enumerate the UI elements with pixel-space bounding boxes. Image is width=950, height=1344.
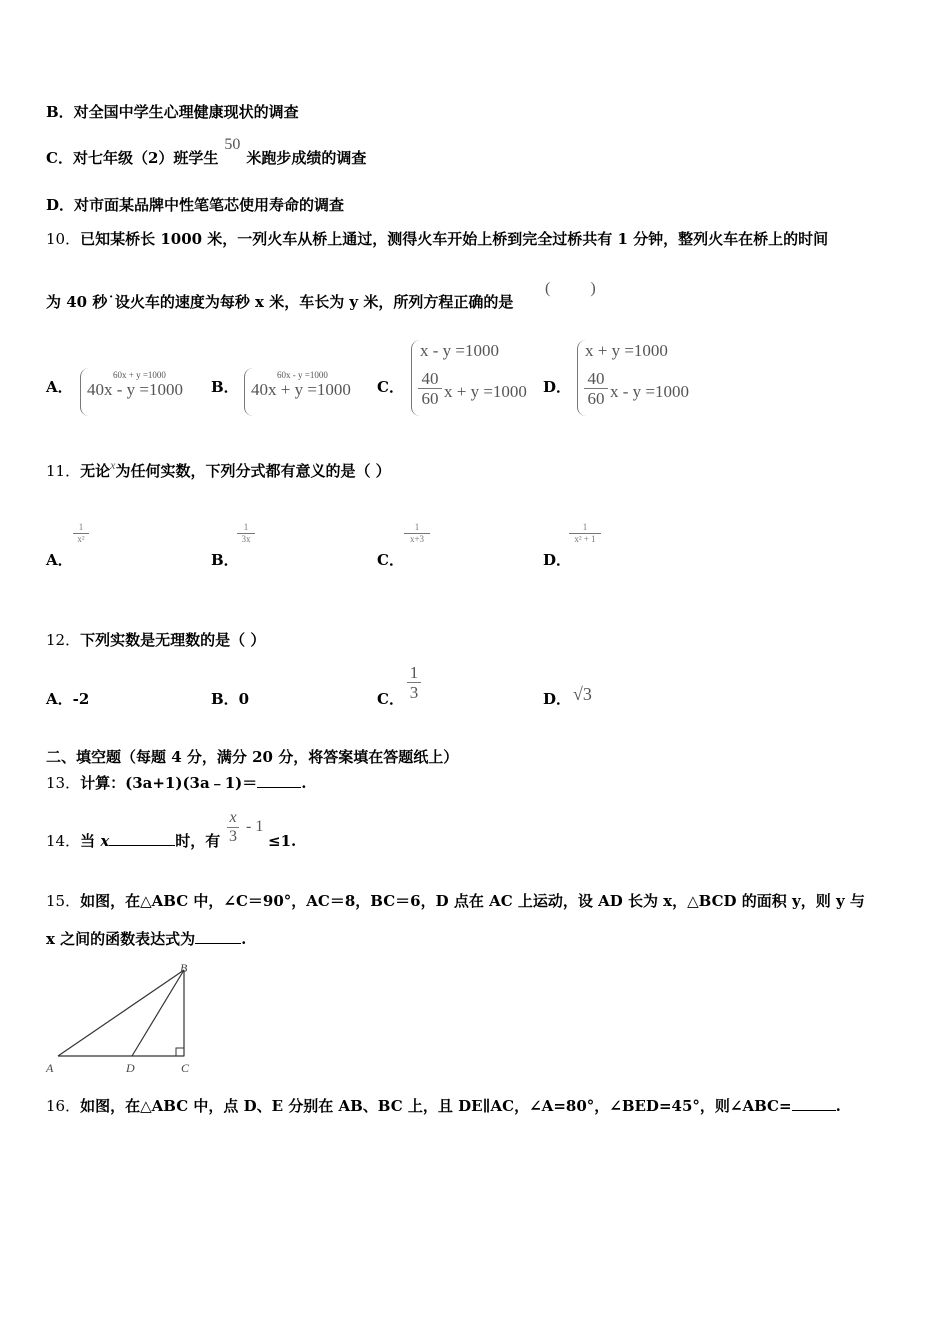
- q10-line2: 为 40 秒˙设火车的速度为每秒 x 米，车长为 y 米，所列方程正确的是: [46, 293, 514, 311]
- q10-text-line1: 已知某桥长 1000 米，一列火车从桥上通过，测得火车开始上桥到完全过桥共有 1 分钟，整列火车在桥上的时间: [80, 230, 829, 248]
- q10-option-c-eq2: x + y =1000: [444, 382, 527, 401]
- q9-option-c: [46, 136, 367, 169]
- segment-ab: [58, 970, 184, 1056]
- q10-option-a-label: A．: [46, 378, 73, 396]
- q14-fraction: [227, 810, 239, 845]
- q15-text-line2: x 之间的函数表达式为: [46, 930, 196, 948]
- q10-option-a-eq1: 60x + y =1000: [113, 370, 166, 380]
- q11-line: [46, 458, 391, 482]
- q15-triangle-figure: [40, 958, 200, 1078]
- q10-option-c-fraction: [418, 370, 442, 407]
- q10-option-c-label: C．: [377, 378, 404, 396]
- q15-line2: [46, 929, 246, 949]
- q12-option-c-numerator: 1: [409, 663, 419, 682]
- q14-line: [46, 831, 220, 851]
- q11-option-b-numerator: 1: [243, 522, 249, 532]
- q10-option-d-fraction-numerator: 40: [587, 369, 605, 388]
- q10-option-c-fraction-numerator: 40: [421, 369, 439, 388]
- label-c: C: [181, 1061, 190, 1075]
- q16-line: [46, 1096, 841, 1116]
- q9-option-c-number: 50: [224, 136, 241, 153]
- q11-option-a-numerator: 1: [78, 522, 84, 532]
- label-a: A: [46, 1061, 54, 1075]
- q12-option-b: B．0: [211, 690, 250, 708]
- q9-option-c-post: 米跑步成绩的调查: [246, 149, 367, 167]
- q15-answer-blank[interactable]: [195, 929, 241, 944]
- q11-option-d-numerator: 1: [582, 522, 588, 532]
- q10-answer-paren: ( ): [545, 280, 596, 297]
- q10-option-a-eq2: 40x - y =1000: [87, 380, 183, 399]
- q13-answer-blank[interactable]: [257, 773, 301, 788]
- q14-minus-one: - 1: [246, 818, 264, 835]
- q10-option-d-fraction-denominator: 60: [587, 389, 605, 408]
- q11-option-b-fraction: [237, 523, 255, 544]
- right-angle-marker: [176, 1048, 184, 1056]
- q14-fraction-denominator: 3: [229, 828, 237, 845]
- q14-variable: x: [100, 832, 110, 850]
- q10-number: 10．: [46, 230, 81, 248]
- q11-option-c-label: C．: [377, 551, 404, 569]
- q10-option-b-label: B．: [211, 378, 239, 396]
- q12-number: 12．: [46, 631, 81, 649]
- q9-option-d: D．对市面某品牌中性笔笔芯使用寿命的调查: [46, 196, 345, 214]
- q14-number: 14．: [46, 832, 81, 850]
- q16-end: .: [835, 1097, 841, 1115]
- q11-option-c-denominator: x+3: [409, 534, 425, 544]
- q14-answer-blank[interactable]: [109, 831, 175, 846]
- q10-line1: [46, 229, 828, 249]
- q16-number: 16．: [46, 1097, 81, 1115]
- q10-option-d-eq1: x + y =1000: [585, 341, 668, 360]
- q14-fraction-numerator: x: [229, 809, 237, 826]
- q15-line1: [46, 891, 865, 911]
- q11-variable: x: [110, 458, 116, 472]
- section-2-heading: 二、填空题（每题 4 分，满分 20 分，将答案填在答题纸上）: [46, 748, 459, 766]
- q15-end: .: [241, 930, 247, 948]
- q12-option-c-label: C．: [377, 690, 404, 708]
- segment-bd: [132, 970, 184, 1056]
- q13-end: .: [301, 774, 307, 792]
- q10-option-c-fraction-denominator: 60: [421, 389, 439, 408]
- q11-option-b-label: B．: [211, 551, 239, 569]
- q9-option-c-pre: C．对七年级（2）班学生: [46, 149, 219, 167]
- q12-option-a: A．-2: [46, 690, 90, 708]
- q10-option-b-eq1: 60x - y =1000: [277, 370, 328, 380]
- q11-number: 11．: [46, 462, 81, 480]
- q11-option-d-fraction: [569, 523, 601, 544]
- q11-option-c-fraction: [404, 523, 430, 544]
- q10-option-d-fraction: [584, 370, 608, 407]
- q15-text-line1: 如图，在△ABC 中，∠C＝90°，AC＝8，BC＝6，D 点在 AC 上运动，设 AD 长为 x，△BCD 的面积 y，则 y 与: [80, 892, 865, 910]
- q10-option-d-label: D．: [543, 378, 572, 396]
- q13-text: 计算：(3a+1)(3a﹣1)＝: [80, 774, 258, 792]
- q14-mid: 时，有: [175, 832, 221, 850]
- q15-number: 15．: [46, 892, 81, 910]
- q12-option-d-sqrt: √3: [573, 684, 592, 704]
- q11-option-a-label: A．: [46, 551, 73, 569]
- q13-number: 13．: [46, 774, 81, 792]
- q12-option-c-fraction: [407, 664, 421, 701]
- q12-line: [46, 630, 265, 650]
- q12-text: 下列实数是无理数的是（ ）: [80, 631, 266, 649]
- q12-option-d-label: D．: [543, 690, 572, 708]
- q11-text-post: 为任何实数，下列分式都有意义的是（ ）: [115, 462, 391, 480]
- q14-pre: 当: [80, 832, 101, 850]
- q9-option-b: B．对全国中学生心理健康现状的调查: [46, 103, 299, 121]
- label-d: D: [126, 1061, 135, 1075]
- q16-text: 如图，在△ABC 中，点 D、E 分别在 AB、BC 上，且 DE∥AC，∠A=80°，∠BED=45°，则∠ABC=: [80, 1097, 792, 1115]
- q11-option-a-fraction: [73, 523, 89, 544]
- label-b: B: [180, 961, 188, 975]
- q11-text-pre: 无论: [80, 462, 111, 480]
- q14-post: ≤1.: [268, 832, 297, 850]
- q11-option-c-numerator: 1: [414, 522, 420, 532]
- q12-option-c-denominator: 3: [409, 683, 419, 702]
- q11-option-a-denominator: x²: [77, 534, 85, 544]
- q11-option-d-denominator: x² + 1: [574, 534, 596, 544]
- q11-option-b-denominator: 3x: [241, 534, 251, 544]
- q13-line: [46, 773, 306, 793]
- q16-answer-blank[interactable]: [792, 1096, 836, 1111]
- q10-option-d-eq2: x - y =1000: [610, 382, 689, 401]
- q10-option-b-eq2: 40x + y =1000: [251, 380, 351, 399]
- q11-option-d-label: D．: [543, 551, 572, 569]
- q10-option-c-eq1: x - y =1000: [420, 341, 499, 360]
